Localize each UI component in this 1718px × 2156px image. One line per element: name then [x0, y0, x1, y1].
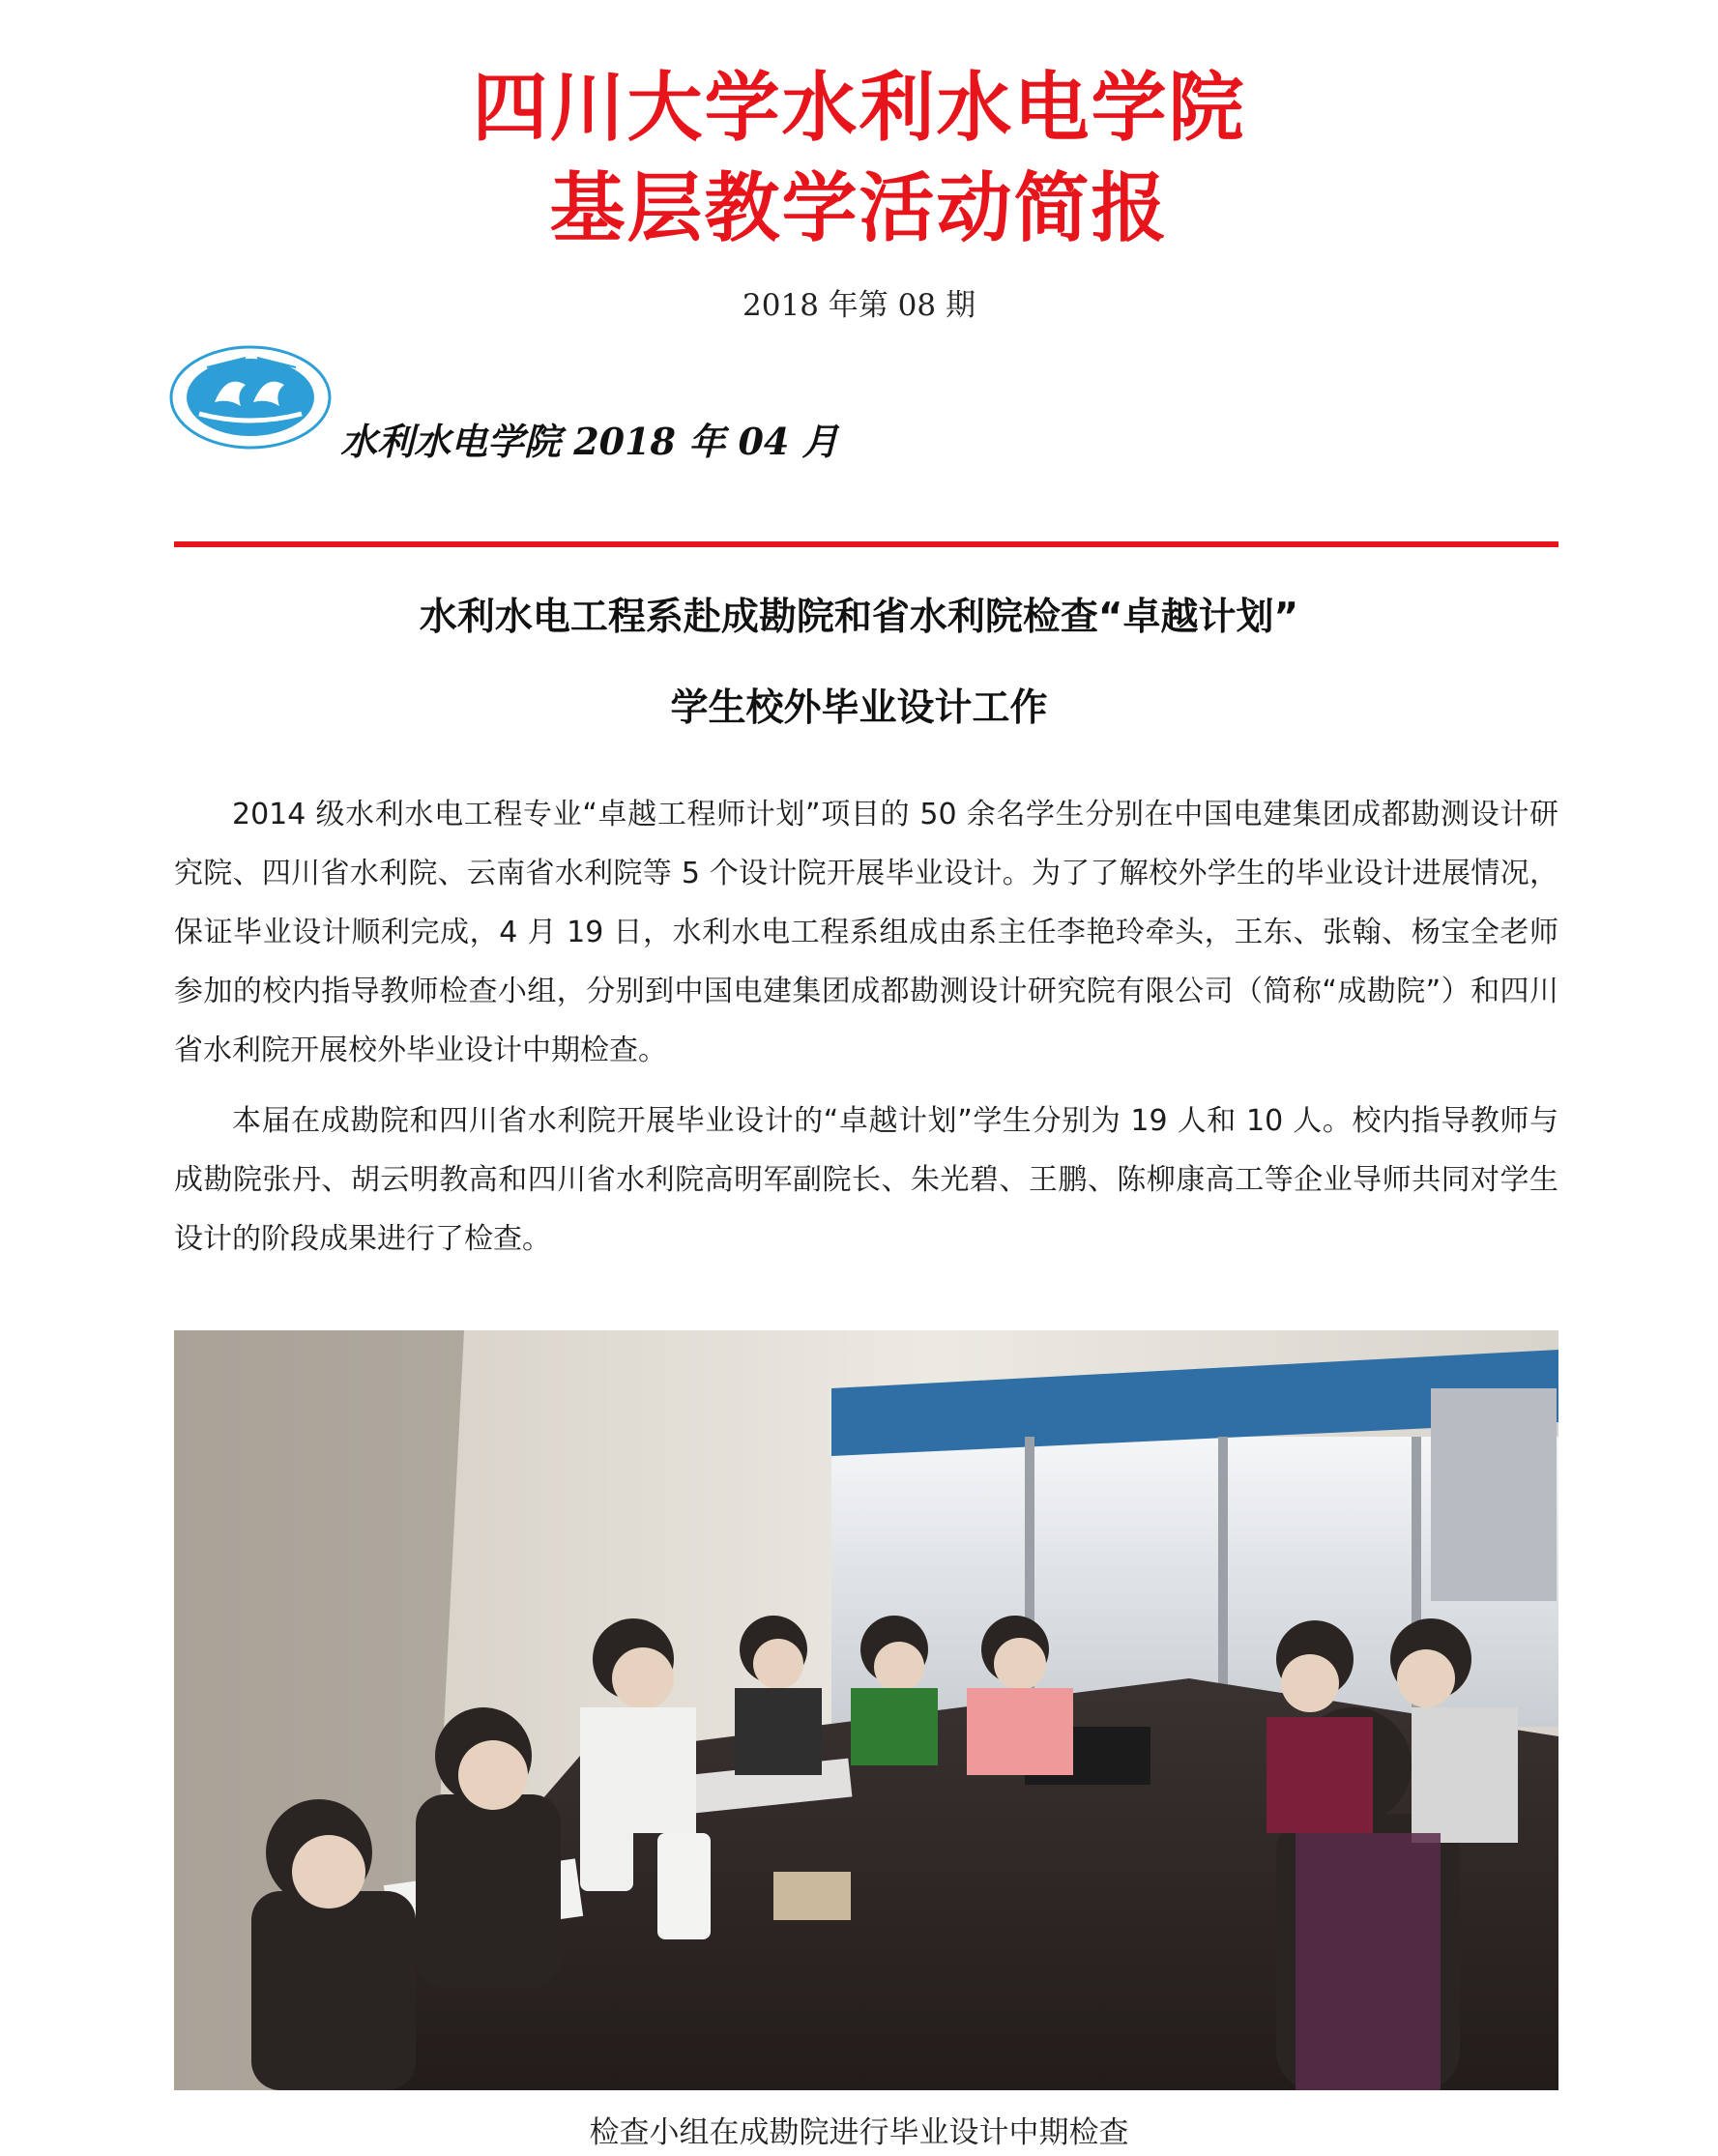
masthead-newsletter-name: 基层教学活动简报 — [549, 165, 1169, 252]
article-title — [0, 572, 1718, 754]
college-emblem-icon — [168, 344, 333, 451]
article-body — [174, 785, 1558, 1280]
publisher-and-date: 水利水电学院 2018 年 04 月 — [340, 420, 839, 463]
article-title-line-1: 水利水电工程系赴成勘院和省水利院检查“卓越计划” — [419, 596, 1299, 639]
header-divider — [174, 541, 1558, 547]
masthead-college-name: 四川大学水利水电学院 — [472, 65, 1246, 152]
newsletter-masthead — [0, 58, 1718, 259]
issue-number: 2018 年第 08 期 — [743, 288, 975, 323]
article-paragraph-1: 2014 级水利水电工程专业“卓越工程师计划”项目的 50 余名学生分别在中国电建集团成都勘测设计研究院、四川省水利院、云南省水利院等 5 个设计院开展毕业设计。为了了解校外学生的毕业设计进展情况，保证毕业设计顺利完成，4 月 19 日，水利水电工程系组成由系主任李艳玲牵头，王东、张翰、杨宝全老师参加的校内指导教师检查小组，分别到中国电建集团成都勘测设计研究院有限公司（简称“成勘院”）和四川省水利院开展校外毕业设计中期检查。 — [174, 798, 1558, 1067]
article-paragraph-2: 本届在成勘院和四川省水利院开展毕业设计的“卓越计划”学生分别为 19 人和 10 人。校内指导教师与成勘院张丹、胡云明教高和四川省水利院高明军副院长、朱光碧、王鹏、陈柳康高工等企业导师共同对学生设计的阶段成果进行了检查。 — [174, 1104, 1558, 1256]
meeting-photo — [174, 1330, 1558, 2090]
article-title-line-2: 学生校外毕业设计工作 — [670, 686, 1048, 730]
photo-caption: 检查小组在成勘院进行毕业设计中期检查 — [589, 2115, 1129, 2150]
